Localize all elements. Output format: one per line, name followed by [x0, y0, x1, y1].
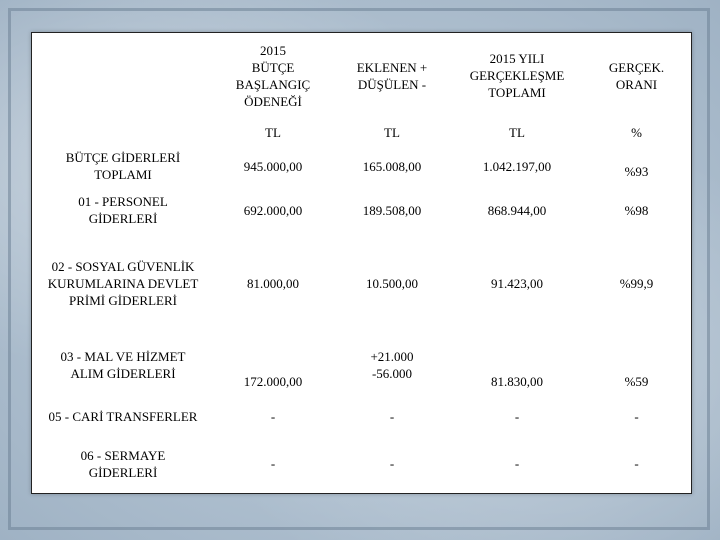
cell-added-line: -56.000 [371, 366, 413, 381]
table-row [32, 434, 691, 493]
cell-added: - [389, 456, 395, 471]
units-empty [32, 118, 214, 146]
row-label-line: ALIM GİDERLERİ [70, 366, 176, 381]
header-added [332, 33, 452, 118]
cell-added-line: +21.000 [370, 349, 414, 364]
cell-added: 189.508,00 [362, 202, 422, 218]
cell-budget: - [270, 408, 276, 424]
row-label-line: 06 - SERMAYE [80, 447, 166, 463]
row-label-line: GİDERLERİ [88, 464, 158, 480]
unit-budget: TL [265, 124, 281, 140]
row-label [32, 146, 214, 186]
cell-rate: %59 [624, 374, 649, 389]
header-realized-line: TOPLAMI [488, 85, 546, 100]
row-label [32, 434, 214, 493]
row-label-line: 02 - SOSYAL GÜVENLİK [51, 258, 195, 274]
cell-budget: 172.000,00 [243, 374, 303, 389]
row-label-line: BÜTÇE GİDERLERİ [65, 150, 181, 165]
row-label [32, 186, 214, 234]
cell-realized: 81.830,00 [491, 374, 543, 389]
row-label-line: 01 - PERSONEL [78, 194, 168, 209]
header-realized-line: 2015 YILI [489, 51, 545, 66]
header-budget [214, 33, 332, 118]
header-rate [582, 33, 691, 118]
header-budget-line: 2015 [260, 42, 286, 58]
table-row [32, 186, 691, 234]
cell-realized: - [514, 456, 520, 471]
cell-rate: - [634, 456, 639, 471]
header-realized [452, 33, 582, 118]
header-budget-line: BAŞLANGIÇ [235, 76, 311, 92]
row-label-line: GİDERLERİ [88, 211, 158, 226]
cell-added: 10.500,00 [366, 275, 418, 291]
cell-added [332, 332, 452, 398]
cell-rate: %98 [624, 202, 649, 218]
cell-realized: 91.423,00 [491, 275, 543, 291]
cell-realized: 868.944,00 [487, 202, 547, 218]
cell-rate: %99,9 [619, 275, 654, 291]
header-added-line: DÜŞÜLEN - [357, 76, 427, 92]
table-row [32, 146, 691, 186]
row-label [32, 332, 214, 398]
row-label-line: TOPLAMI [94, 167, 152, 182]
header-row [32, 33, 691, 118]
row-label-line: KURUMLARINA DEVLET [47, 275, 199, 291]
cell-rate: - [634, 408, 639, 424]
cell-realized: 1.042.197,00 [482, 158, 552, 174]
header-rate-line: ORANI [615, 76, 658, 92]
cell-rate: %93 [624, 163, 649, 179]
units-row [32, 118, 691, 146]
row-label-line: PRİMİ GİDERLERİ [69, 292, 177, 308]
cell-added: - [389, 408, 395, 424]
cell-added: 165.008,00 [362, 158, 422, 174]
table-row [32, 398, 691, 434]
row-label-line: 05 - CARİ TRANSFERLER [48, 408, 198, 424]
header-added-line: EKLENEN + [356, 59, 428, 75]
unit-added: TL [384, 124, 400, 140]
cell-budget: 945.000,00 [243, 158, 303, 174]
header-budget-line: BÜTÇE [251, 59, 295, 75]
budget-table-panel [31, 32, 692, 494]
row-label-line: 03 - MAL VE HİZMET [60, 349, 186, 364]
table-row [32, 332, 691, 398]
header-rate-line: GERÇEK. [608, 59, 665, 75]
unit-realized: TL [509, 124, 525, 140]
table-row [32, 234, 691, 332]
cell-budget: - [270, 456, 276, 471]
row-label [32, 398, 214, 434]
cell-budget: 81.000,00 [247, 275, 299, 291]
budget-table [32, 33, 691, 493]
row-label [32, 234, 214, 332]
header-budget-line: ÖDENEĞİ [244, 93, 302, 109]
cell-budget: 692.000,00 [243, 202, 303, 218]
header-realized-line: GERÇEKLEŞME [469, 68, 565, 83]
corner-cell [32, 33, 214, 118]
unit-rate: % [631, 124, 642, 140]
cell-realized: - [514, 408, 520, 424]
